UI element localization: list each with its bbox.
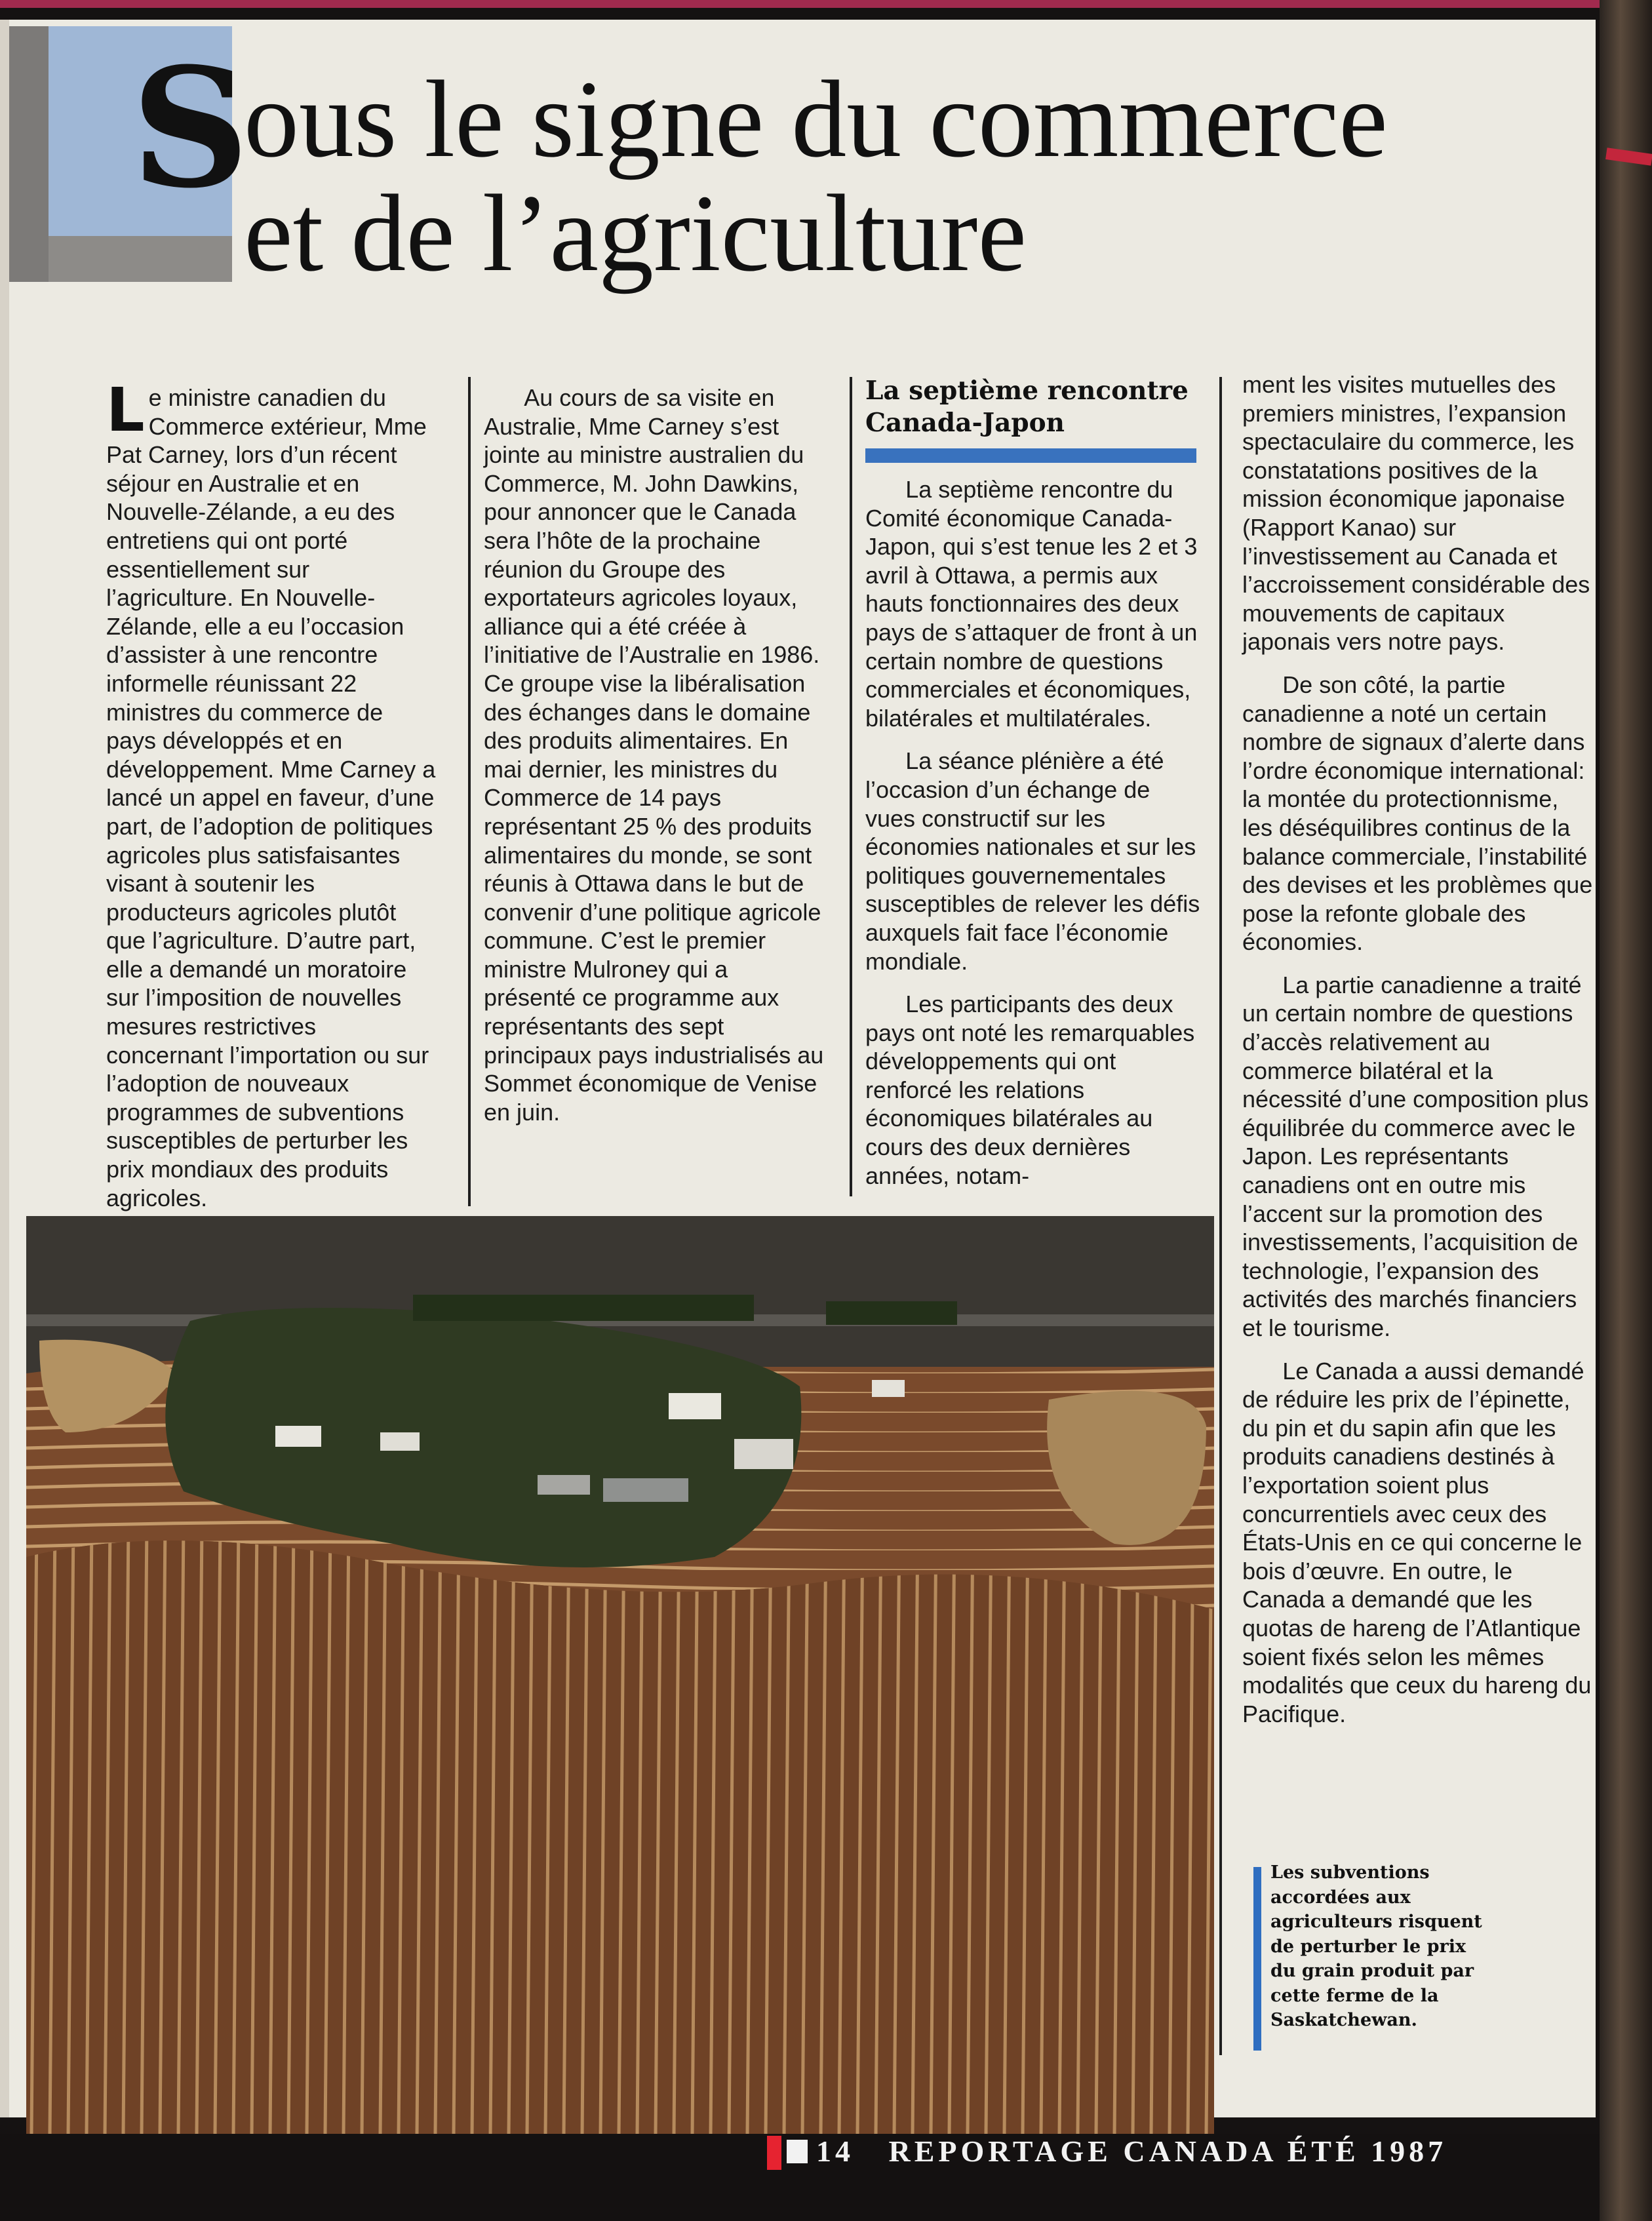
column4-paragraph-4: Le Canada a aussi demandé de réduire les prix de l’épinette, du pin et du sapin afin que les produits canadiens destinés à l’exportation soient plus concurrentiels avec ceux des États-Unis en ce qui concerne le bois d’œuvre. En outre, le Canada a demandé que les quotas de hareng de l’Atlantique soient fixés selon les mêmes modalités que ceux du hareng du Pacifique.: [1242, 1357, 1592, 1727]
left-page-edge: [0, 20, 9, 2117]
column2-paragraph-1: Au cours de sa visite en Australie, Mme Carney s’est jointe au ministre australien du Commerce, M. John Dawkins, pour annoncer que le Canada sera l’hôte de la prochaine réunion du Groupe des exportateurs agricoles loyaux, alliance qui a été créée à l’initiative de l’Australie en 1986. Ce groupe vise la libéralisation des échanges dans le domaine des produits alimentaires. En mai dernier, les ministres du Commerce de 14 pays représentant 25 % des produits alimentaires du monde, se sont réunis à Ottawa dans le but de convenir d’une politique agricole commune. C’est le premier ministre Mulroney qui a présenté ce programme aux représentants des sept principaux pays industrialisés au Sommet économique de Venise en juin.: [484, 384, 824, 1126]
article-column-4: [1242, 370, 1593, 1728]
caption-accent-bar: [1253, 1867, 1261, 2051]
column4-paragraph-1: ment les visites mutuelles des premiers ministres, l’expansion spectaculaire du commerce, les constatations positives de la mission économique japonaise (Rapport Kanao) sur l’investissement au Canada et l’accroissement considérable des mouvements de capitaux japonais vers notre pays.: [1242, 371, 1590, 656]
footer-red-mark: [767, 2136, 781, 2170]
publication-name: REPORTAGE CANADA ÉTÉ 1987: [888, 2134, 1447, 2168]
photo-caption: Les subventions accordées aux agriculteurs risquent de perturber le prix du grain produit par cette ferme de la Saskatchewan.: [1270, 1862, 1482, 2030]
article-column-2: [484, 383, 825, 1126]
column1-paragraph-1: e ministre canadien du Commerce extérieur, Mme Pat Carney, lors d’un récent séjour en Australie et en Nouvelle-Zélande, a eu des entretiens qui ont porté essentiellement sur l’agriculture. En Nouvelle-Zélande, elle a eu l’occasion d’assister à une rencontre informelle réunissant 22 ministres du commerce de pays développés et en développement. Mme Carney a lancé un appel en faveur, d’une part, de l’adoption de politiques agricoles plus satisfaisantes visant à soutenir les producteurs agricoles plutôt que l’agriculture. D’autre part, elle a demandé un moratoire sur l’imposition de nouvelles mesures restrictives concernant l’importation ou sur l’adoption de nouveaux programmes de subventions susceptibles de perturber les prix mondiaux des produits agricoles.: [106, 384, 436, 1211]
column3-paragraph-3: Les participants des deux pays ont noté les remarquables développements qui ont renforcé les relations économiques bilatérales au cours des deux dernières années, notam-: [865, 991, 1195, 1189]
aerial-farm-photo: [26, 1216, 1214, 2134]
title-drop-letter: S: [131, 31, 250, 224]
column3-paragraph-1: La septième rencontre du Comité économique Canada-Japon, qui s’est tenue les 2 et 3 avril à Ottawa, a permis aux hauts fonctionnaires des deux pays de s’attaquer de front à un certain nombre de questions commerciales et économiques, bilatérales et multilatérales.: [865, 476, 1198, 732]
title-accent-dark: [9, 26, 49, 282]
article-column-1: [106, 375, 437, 1212]
page-title-line1: ous le signe du commerce: [244, 58, 1388, 180]
subtitle-underline-bar: [865, 448, 1196, 463]
binding-edge: [1600, 0, 1652, 2221]
column-rule-2: [850, 377, 852, 1196]
page-number: 14: [816, 2134, 854, 2168]
column3-paragraph-2: La séance plénière a été l’occasion d’un échange de vues constructif sur les économies nationales et sur les politiques gouvernementales susceptibles de relever les défis auxquels fait face l’économie mondiale.: [865, 747, 1200, 975]
page-title-line2: et de l’agriculture: [244, 172, 1027, 294]
column4-paragraph-2: De son côté, la partie canadienne a noté un certain nombre de signaux d’alerte dans l’ordre économique international: la montée du protectionnisme, les déséquilibres continus de la balance commerciale, l’instabilité des devises et les problèmes que pose la refonte globale des économies.: [1242, 671, 1593, 956]
column4-paragraph-3: La partie canadienne a traité un certain nombre de questions d’accès relativement au commerce bilatéral et la nécessité d’une composition plus équilibrée du commerce avec le Japon. Les représentants canadiens ont en outre mis l’accent sur la promotion des investissements, l’acquisition de technologie, l’expansion des activités des marchés financiers et le tourisme.: [1242, 971, 1589, 1341]
column1-drop-letter: L: [106, 375, 145, 445]
article-column-3: [865, 475, 1206, 1190]
top-edge-strip: [0, 0, 1600, 8]
footer-line: [816, 2132, 1447, 2171]
footer-white-mark: [787, 2140, 808, 2163]
section-subtitle: La septième rencontre Canada-Japon: [865, 376, 1189, 438]
column-rule-3: [1219, 377, 1222, 2055]
column-rule-1: [468, 377, 471, 1206]
